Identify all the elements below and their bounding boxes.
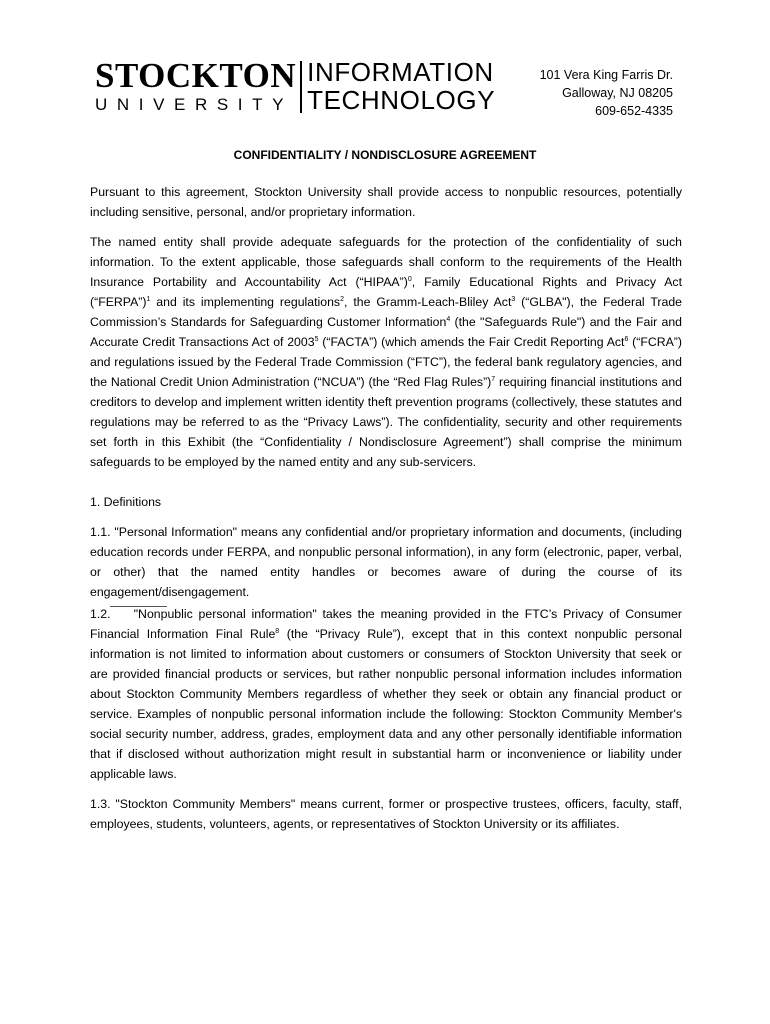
logo-divider: [300, 61, 302, 113]
logo-university-text: UNIVERSITY: [95, 95, 294, 114]
safeguards-text: (“FACTA”) (which amends the Fair Credit Reporting Act: [318, 335, 625, 349]
safeguards-text: The named entity shall provide adequate safeguards for the protection of the confidentiality of such information. To the extent applicable, those safeguards shall conform to the requirements of the Health Insurance Portability and Accountability Act (“HIPAA”): [90, 235, 682, 289]
safeguards-text: , the Gramm-Leach-Bliley Act: [344, 295, 512, 309]
logo-information-text: INFORMATION: [307, 57, 494, 87]
footnote-ref: 3: [511, 295, 516, 303]
address-street: 101 Vera King Farris Dr.: [539, 68, 673, 82]
definition-text: (the “Privacy Rule”), except that in this context nonpublic personal information is not limited to information about customers or consumers of Stockton University that seek or are provided financial products or services, but rather nonpublic personal information includes information about Stockton Community Members regardless of whether they seek or obtain any financial product or service. Examples of nonpublic personal information include the following: Stockton Community Member's social security number, address, grades, employment data and any other personally identifiable information that if disclosed without authorization might result in substantial harm or inconvenience or liability under applicable laws.: [90, 627, 682, 781]
definition-text: "Nonpublic personal information" takes the meaning provided in the FTC’s Privacy of Consumer Financial Information Final Rule: [90, 607, 686, 641]
document-body: [90, 182, 686, 844]
logo-stockton-text: STOCKTON: [95, 56, 297, 95]
footnote-ref: 1: [146, 295, 151, 303]
address-block: [540, 66, 673, 120]
footnote-ref: 2: [340, 295, 344, 303]
document-title: CONFIDENTIALITY / NONDISCLOSURE AGREEMENT: [233, 148, 537, 162]
footnote-ref: 8: [275, 627, 280, 635]
footnote-ref: 7: [491, 375, 496, 383]
stockton-it-logo: [95, 58, 495, 115]
footnote-ref: 6: [624, 335, 629, 343]
safeguards-text: (the "Safeguards Rule") and the Fair and Accurate Credit Transactions Act of 2003: [90, 315, 683, 349]
safeguards-text: (“GLBA"), the Federal Trade Commission’s Standards for Safeguarding Customer Information: [90, 295, 682, 329]
safeguards-text: , Family Educational Rights and Privacy Act (“FERPA”): [90, 275, 682, 309]
safeguards-text: requiring financial institutions and creditors to develop and implement written identity theft prevention programs (collectively, these statutes and regulations may be referred to as the “Privacy Laws”). The confidentiality, security and other requirements set forth in this Exhibit (the “Confidentiality / Nondisclosure Agreement”) shall comprise the minimum safeguards to be employed by the named entity and any sub-servicers.: [90, 375, 683, 469]
definition-1-1: 1.1. "Personal Information" means any confidential and/or proprietary information and documents, (including education records under FERPA, and nonpublic personal information), in any form (electronic, paper, verbal, or other) that the named entity handles or becomes aware of during the course of its engagement/disengagement.: [90, 525, 682, 599]
address-city: Galloway, NJ 08205: [562, 86, 673, 100]
logo-university-block: [95, 58, 296, 115]
definition-number: 1.2.: [90, 604, 111, 624]
safeguards-text: and its implementing regulations: [150, 295, 341, 309]
definition-1-3: 1.3. "Stockton Community Members" means current, former or prospective trustees, officers, faculty, staff, employees, students, volunteers, agents, or representatives of Stockton University or its affiliates.: [90, 797, 682, 831]
intro-paragraph: Pursuant to this agreement, Stockton University shall provide access to nonpublic resources, potentially including sensitive, personal, and/or proprietary information.: [90, 185, 682, 219]
definition-1-2: [90, 604, 686, 784]
logo-technology-text: TECHNOLOGY: [307, 85, 496, 115]
footnote-ref: 4: [446, 315, 451, 323]
address-phone: 609-652-4335: [595, 104, 673, 118]
footnote-ref: 0: [407, 275, 412, 283]
definitions-heading: 1. Definitions: [90, 495, 162, 509]
footnote-ref: 5: [314, 335, 319, 343]
logo-department-block: [307, 58, 495, 115]
safeguards-paragraph: [90, 232, 682, 472]
safeguards-text: (“FCRA”) and regulations issued by the Federal Trade Commission (“FTC”), the federal bank regulatory agencies, and the National Credit Union Administration (“NCUA”) (the “Red Flag Rules”): [90, 335, 682, 389]
